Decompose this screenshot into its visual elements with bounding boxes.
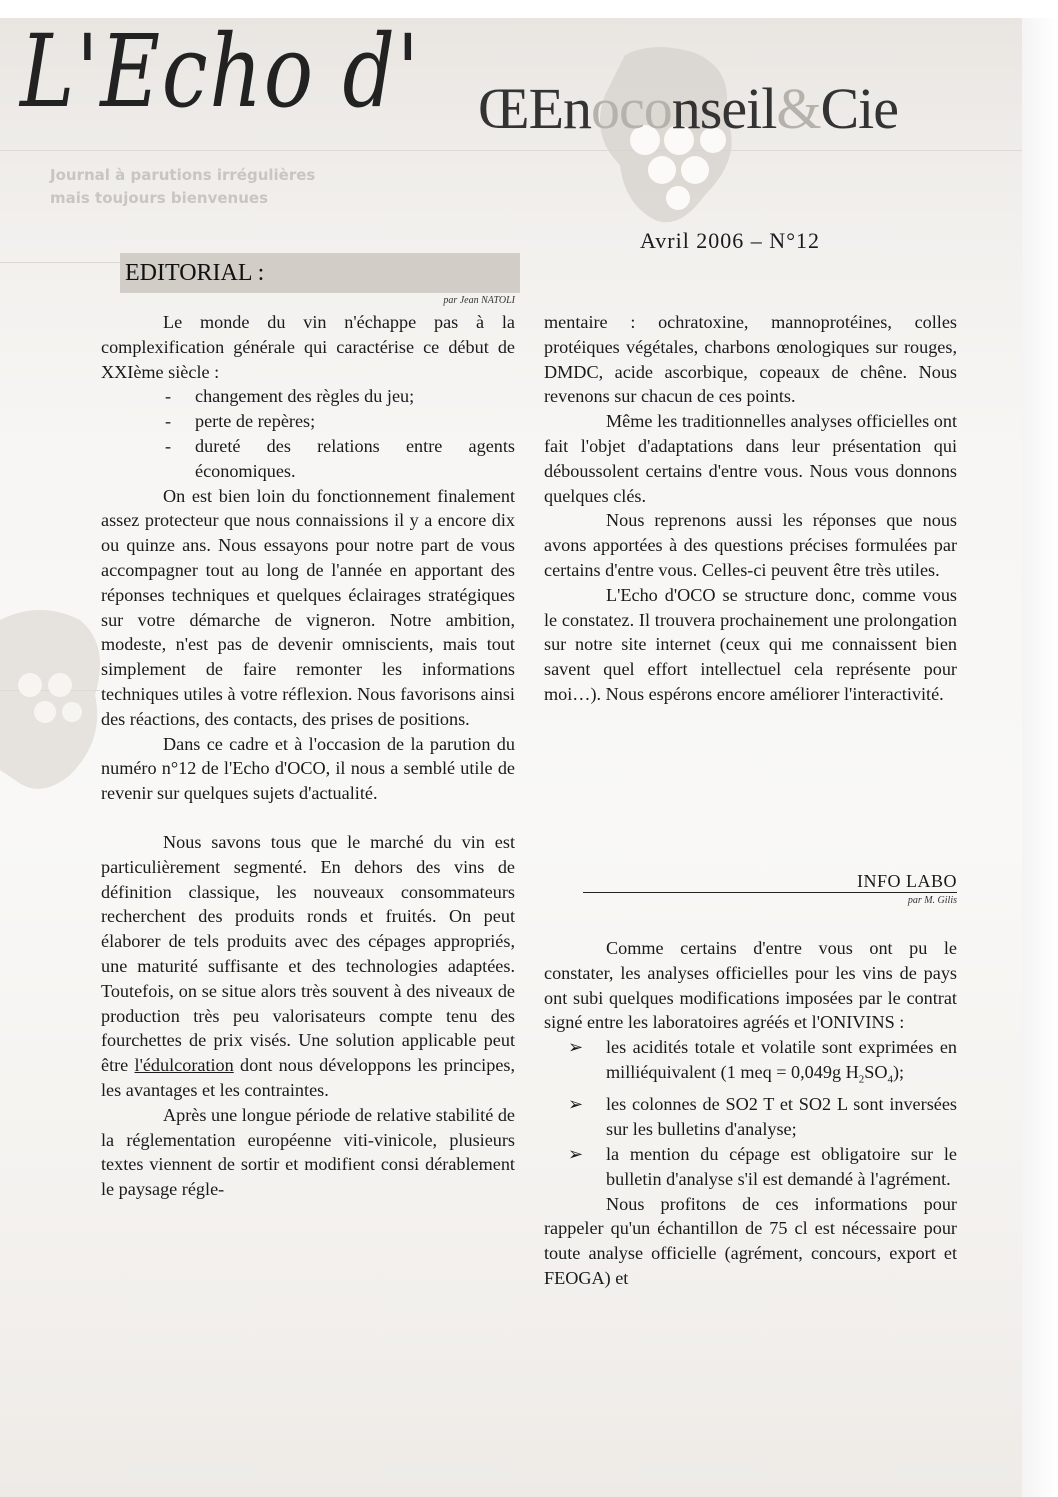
list-item: [568, 1035, 957, 1092]
list-item: - perte de repères;: [165, 409, 515, 434]
info-labo-column: [544, 936, 957, 1291]
subscript: 2: [858, 1073, 865, 1086]
edulcoration-link[interactable]: l'édulcoration: [134, 1055, 234, 1076]
info-labo-paragraph-2: Nous profitons de ces informations pour rappeler qu'un échantillon de 75 cl est nécessaire pour toute analyse officielle (agrément, concours, export et FEOGA) et: [544, 1193, 957, 1288]
brand-cie: Cie: [820, 76, 898, 141]
editorial-paragraph-5: Après une longue période de relative stabilité de la réglementation européenne viti-vinicole, plusieurs textes viennent de sortir et modifient consi dérablement le paysage régle-: [101, 1104, 516, 1200]
editorial-column-1: [101, 310, 515, 1202]
brand-oco: oco: [591, 76, 672, 141]
info-labo-paragraph-1: Comme certains d'entre vous ont pu le constater, les analyses officielles pour les vins de pays ont subi quelques modifications imposées par le contrat signé entre les laboratoires agréés et l'ONIVINS :: [544, 938, 957, 1033]
tagline: [50, 164, 350, 210]
paragraph-4-text-end: dont nous développons les principes, les avantages et les contraintes.: [101, 1055, 516, 1100]
brand-ampersand: &: [776, 76, 821, 141]
editorial-paragraph-1: Le monde du vin n'échappe pas à la complexification générale qui caractérise ce début de XXIème siècle :: [101, 312, 515, 382]
arrow-bullet-icon: ➢: [568, 1144, 584, 1165]
info-labo-bullet-list: [544, 1035, 957, 1191]
brand-en: En: [528, 76, 592, 141]
editorial-paragraph-2: On est bien loin du fonctionnement finalement assez protecteur que nous connaissions il y a encore dix ou quinze ans. Nous essayons pour notre part de vous accompagner tout au long de l'année en apportant des réponses techniques et quelques éclairages stratégiques sur votre démarche de vigneron. Notre ambition, modeste, n'est pas de devenir omniscients, mais tout simplement de faire remonter les informations techniques utiles à votre réflexion. Nous favorisons ainsi des réactions, des contacts, des prises de positions.: [101, 485, 515, 729]
grape-watermark-icon: [0, 600, 110, 800]
page-edge: [1022, 18, 1058, 1497]
subscript: 4: [887, 1073, 893, 1086]
margin-rule: [0, 262, 120, 263]
editorial-column-2: [544, 310, 957, 707]
editorial-byline: par Jean NATOLI: [443, 295, 515, 306]
editorial-paragraph-6: mentaire : ochratoxine, mannoprotéines, colles protéiques végétales, charbons œnologiques sur rouges, DMDC, acide ascorbique, copeaux de chêne. Nous revenons sur chacun de ces points.: [544, 312, 957, 407]
bullet-1-text: les acidités totale et volatile sont exprimées en milliéquivalent (1 meq = 0,049g H: [606, 1037, 957, 1082]
bullet-3-text: la mention du cépage est obligatoire sur le bulletin d'analyse s'il est demandé à l'agrément.: [606, 1144, 957, 1189]
info-labo-byline: par M. Gilis: [907, 895, 957, 906]
editorial-bullet-list: [101, 384, 515, 483]
tagline-line-2: mais toujours bienvenues: [50, 189, 269, 207]
bullet-2-text: les colonnes de SO2 T et SO2 L sont inversées sur les bulletins d'analyse;: [606, 1094, 957, 1140]
bullet-1-end: );: [892, 1061, 905, 1082]
list-item: [568, 1142, 957, 1192]
arrow-bullet-icon: ➢: [568, 1037, 584, 1058]
editorial-paragraph-3: Dans ce cadre et à l'occasion de la parution du numéro n°12 de l'Echo d'OCO, il nous a semblé utile de revenir sur quelques sujets d'actualité.: [101, 733, 515, 804]
arrow-bullet-icon: ➢: [568, 1094, 584, 1115]
editorial-paragraph-7: Même les traditionnelles analyses officielles ont fait l'objet d'adaptations dans leur présentation qui déboussolent certains d'entre vous. Nous vous donnons quelques clés.: [544, 411, 957, 506]
editorial-paragraph-4: [101, 830, 515, 1103]
editorial-heading: EDITORIAL :: [125, 260, 265, 286]
list-item: - changement des règles du jeu;: [165, 384, 515, 409]
paragraph-4-text-start: Nous savons tous que le marché du vin est particulièrement segmenté. En dehors des vins de définition classique, les nouveaux consommateurs recherchent des produits ronds et fruités. On peut élaborer de tels produits avec des cépages appropriés, une maturité suffisante et des technologies adaptées. Toutefois, on se situe alors très souvent à des niveaux de production très peu valorisateurs compte tenu des fourchettes de prix visés. Une solution applicable peut être: [101, 831, 515, 1076]
brand-logo: [478, 76, 898, 141]
list-item: [568, 1092, 957, 1142]
journal-title: L'Echo d': [20, 13, 421, 130]
brand-oe: Œ: [478, 76, 529, 141]
tagline-line-1: Journal à parutions irrégulières: [50, 166, 316, 184]
editorial-paragraph-8: Nous reprenons aussi les réponses que nous avons apportées à des questions précises formulées par certains d'entre vous. Celles-ci peuvent être très utiles.: [544, 510, 957, 580]
issue-date: Avril 2006 – N°12: [640, 228, 820, 253]
masthead-rule: [0, 150, 1022, 151]
list-item: - dureté des relations entre agents économiques.: [165, 434, 515, 484]
info-labo-heading: INFO LABO: [583, 870, 957, 893]
editorial-paragraph-9: L'Echo d'OCO se structure donc, comme vous le constatez. Il trouvera prochainement une prolongation sur notre site internet (ceux qui me connaissent bien savent quel effort intellectuel cela représente pour moi…). Nous espérons encore améliorer l'interactivité.: [544, 584, 957, 704]
brand-nseil: nseil: [671, 76, 777, 141]
bullet-1-formula: SO: [864, 1061, 888, 1082]
